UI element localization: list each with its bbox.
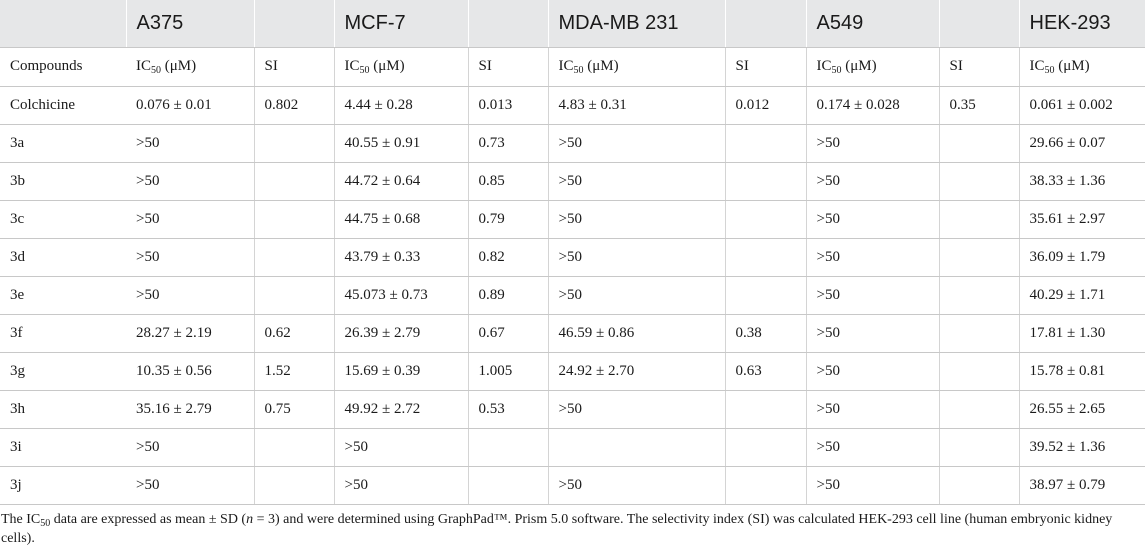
- table-row: [0, 390, 1145, 428]
- column-subheader-row: [0, 47, 1145, 86]
- si-value-cell: 0.85: [468, 162, 548, 200]
- si-value-cell: [939, 390, 1019, 428]
- table-row: [0, 466, 1145, 504]
- si-value-cell: 0.75: [254, 390, 334, 428]
- ic50-value-cell: >50: [548, 238, 725, 276]
- ic50-value-cell: 28.27 ± 2.19: [126, 314, 254, 352]
- ic50-value-cell: 35.16 ± 2.79: [126, 390, 254, 428]
- table-row: [0, 200, 1145, 238]
- si-value-cell: 0.89: [468, 276, 548, 314]
- ic50-value-cell: 4.44 ± 0.28: [334, 86, 468, 124]
- ic50-label: $IC_{50}$ (μM): [334, 47, 468, 86]
- header-a375: A375: [126, 0, 254, 47]
- ic50-value-cell: >50: [126, 124, 254, 162]
- compound-name-cell: 3d: [0, 238, 126, 276]
- si-value-cell: 0.63: [725, 352, 806, 390]
- ic50-value-cell: 44.72 ± 0.64: [334, 162, 468, 200]
- ic50-value-cell: [548, 428, 725, 466]
- ic50-value-cell: >50: [126, 428, 254, 466]
- si-value-cell: [725, 466, 806, 504]
- compounds-label: Compounds: [0, 47, 126, 86]
- ic50-value-cell: >50: [806, 200, 939, 238]
- compound-name-cell: 3f: [0, 314, 126, 352]
- si-value-cell: 0.012: [725, 86, 806, 124]
- si-value-cell: [939, 124, 1019, 162]
- header-blank: [0, 0, 126, 47]
- header-gap: [254, 0, 334, 47]
- ic50-value-cell: >50: [806, 428, 939, 466]
- si-value-cell: 0.802: [254, 86, 334, 124]
- ic50-label: $IC_{50}$ (μM): [1019, 47, 1145, 86]
- si-value-cell: [254, 276, 334, 314]
- header-a549: A549: [806, 0, 939, 47]
- ic50-value-cell: >50: [548, 276, 725, 314]
- ic50-value-cell: 0.076 ± 0.01: [126, 86, 254, 124]
- compound-name-cell: 3c: [0, 200, 126, 238]
- ic50-value-cell: >50: [548, 390, 725, 428]
- si-value-cell: [939, 238, 1019, 276]
- compound-name-cell: 3h: [0, 390, 126, 428]
- table-row: [0, 428, 1145, 466]
- si-label: SI: [725, 47, 806, 86]
- ic50-value-cell: 24.92 ± 2.70: [548, 352, 725, 390]
- ic50-value-cell: 45.073 ± 0.73: [334, 276, 468, 314]
- ic50-value-cell: 40.29 ± 1.71: [1019, 276, 1145, 314]
- header-hek293: HEK-293: [1019, 0, 1145, 47]
- header-mdamb231: MDA-MB 231: [548, 0, 725, 47]
- ic50-value-cell: 15.69 ± 0.39: [334, 352, 468, 390]
- si-value-cell: 0.67: [468, 314, 548, 352]
- ic50-value-cell: >50: [806, 238, 939, 276]
- cell-line-header: [0, 0, 1145, 47]
- header-mcf7: MCF-7: [334, 0, 468, 47]
- ic50-value-cell: >50: [126, 162, 254, 200]
- ic50-label: $IC_{50}$ (μM): [548, 47, 725, 86]
- si-value-cell: 0.73: [468, 124, 548, 162]
- compound-name-cell: 3b: [0, 162, 126, 200]
- ic50-value-cell: 15.78 ± 0.81: [1019, 352, 1145, 390]
- ic50-value-cell: 26.55 ± 2.65: [1019, 390, 1145, 428]
- si-value-cell: [725, 428, 806, 466]
- ic50-value-cell: >50: [548, 124, 725, 162]
- ic50-value-cell: 49.92 ± 2.72: [334, 390, 468, 428]
- header-gap: [939, 0, 1019, 47]
- ic50-value-cell: >50: [548, 200, 725, 238]
- si-value-cell: 0.79: [468, 200, 548, 238]
- ic50-value-cell: 0.174 ± 0.028: [806, 86, 939, 124]
- ic50-value-cell: 29.66 ± 0.07: [1019, 124, 1145, 162]
- si-value-cell: [254, 466, 334, 504]
- table-footnote: The $IC_{50}$ data are expressed as mean ± SD (n = 3) and were determined using GraphPad™. Prism 5.0 software. The selectivity index (SI) was calculated HEK-293 cell line (human embryonic kidney cells).: [1, 511, 1113, 546]
- table-row: [0, 86, 1145, 124]
- si-value-cell: [939, 200, 1019, 238]
- si-value-cell: [725, 124, 806, 162]
- ic50-label: $IC_{50}$ (μM): [126, 47, 254, 86]
- ic50-value-cell: 40.55 ± 0.91: [334, 124, 468, 162]
- ic50-label: $IC_{50}$ (μM): [806, 47, 939, 86]
- ic50-value-cell: 0.061 ± 0.002: [1019, 86, 1145, 124]
- compound-name-cell: 3j: [0, 466, 126, 504]
- ic50-value-cell: >50: [126, 200, 254, 238]
- ic50-value-cell: >50: [806, 390, 939, 428]
- si-value-cell: [254, 200, 334, 238]
- compound-name-cell: 3e: [0, 276, 126, 314]
- si-value-cell: [468, 466, 548, 504]
- ic50-value-cell: >50: [806, 124, 939, 162]
- si-value-cell: 0.82: [468, 238, 548, 276]
- ic50-value-cell: 26.39 ± 2.79: [334, 314, 468, 352]
- compound-name-cell: 3g: [0, 352, 126, 390]
- si-label: SI: [468, 47, 548, 86]
- si-value-cell: [725, 162, 806, 200]
- si-value-cell: [725, 276, 806, 314]
- ic50-value-cell: >50: [126, 276, 254, 314]
- si-value-cell: [254, 238, 334, 276]
- header-gap: [725, 0, 806, 47]
- table-row: [0, 276, 1145, 314]
- si-value-cell: [939, 466, 1019, 504]
- ic50-value-cell: 35.61 ± 2.97: [1019, 200, 1145, 238]
- compound-name-cell: Colchicine: [0, 86, 126, 124]
- table-row: [0, 124, 1145, 162]
- ic50-value-cell: 38.97 ± 0.79: [1019, 466, 1145, 504]
- ic50-value-cell: >50: [126, 466, 254, 504]
- ic50-value-cell: 46.59 ± 0.86: [548, 314, 725, 352]
- ic50-value-cell: >50: [806, 276, 939, 314]
- ic50-value-cell: 10.35 ± 0.56: [126, 352, 254, 390]
- si-value-cell: [254, 428, 334, 466]
- si-value-cell: 0.53: [468, 390, 548, 428]
- ic50-value-cell: 4.83 ± 0.31: [548, 86, 725, 124]
- ic50-value-cell: 36.09 ± 1.79: [1019, 238, 1145, 276]
- ic50-value-cell: 43.79 ± 0.33: [334, 238, 468, 276]
- ic50-value-cell: >50: [126, 238, 254, 276]
- ic50-value-cell: >50: [806, 352, 939, 390]
- si-value-cell: 0.62: [254, 314, 334, 352]
- compound-name-cell: 3a: [0, 124, 126, 162]
- si-value-cell: [939, 314, 1019, 352]
- ic50-value-cell: 39.52 ± 1.36: [1019, 428, 1145, 466]
- si-value-cell: [725, 200, 806, 238]
- table-row: [0, 352, 1145, 390]
- si-value-cell: [725, 390, 806, 428]
- si-value-cell: 1.52: [254, 352, 334, 390]
- si-value-cell: 0.38: [725, 314, 806, 352]
- table-row: [0, 314, 1145, 352]
- si-value-cell: [939, 162, 1019, 200]
- table-row: [0, 238, 1145, 276]
- si-value-cell: 1.005: [468, 352, 548, 390]
- si-value-cell: [939, 276, 1019, 314]
- si-value-cell: [939, 428, 1019, 466]
- compound-name-cell: 3i: [0, 428, 126, 466]
- ic50-value-cell: >50: [334, 428, 468, 466]
- ic50-value-cell: >50: [334, 466, 468, 504]
- ic50-value-cell: 17.81 ± 1.30: [1019, 314, 1145, 352]
- ic50-value-cell: >50: [806, 314, 939, 352]
- table-row: [0, 162, 1145, 200]
- si-value-cell: [468, 428, 548, 466]
- si-value-cell: 0.013: [468, 86, 548, 124]
- ic50-value-cell: >50: [806, 466, 939, 504]
- si-label: SI: [254, 47, 334, 86]
- header-gap: [468, 0, 548, 47]
- ic50-value-cell: 44.75 ± 0.68: [334, 200, 468, 238]
- si-value-cell: [939, 352, 1019, 390]
- ic50-value-cell: >50: [548, 162, 725, 200]
- ic50-value-cell: >50: [548, 466, 725, 504]
- si-value-cell: [725, 238, 806, 276]
- si-label: SI: [939, 47, 1019, 86]
- si-value-cell: [254, 162, 334, 200]
- si-value-cell: [254, 124, 334, 162]
- si-value-cell: 0.35: [939, 86, 1019, 124]
- ic50-value-cell: 38.33 ± 1.36: [1019, 162, 1145, 200]
- ic50-value-cell: >50: [806, 162, 939, 200]
